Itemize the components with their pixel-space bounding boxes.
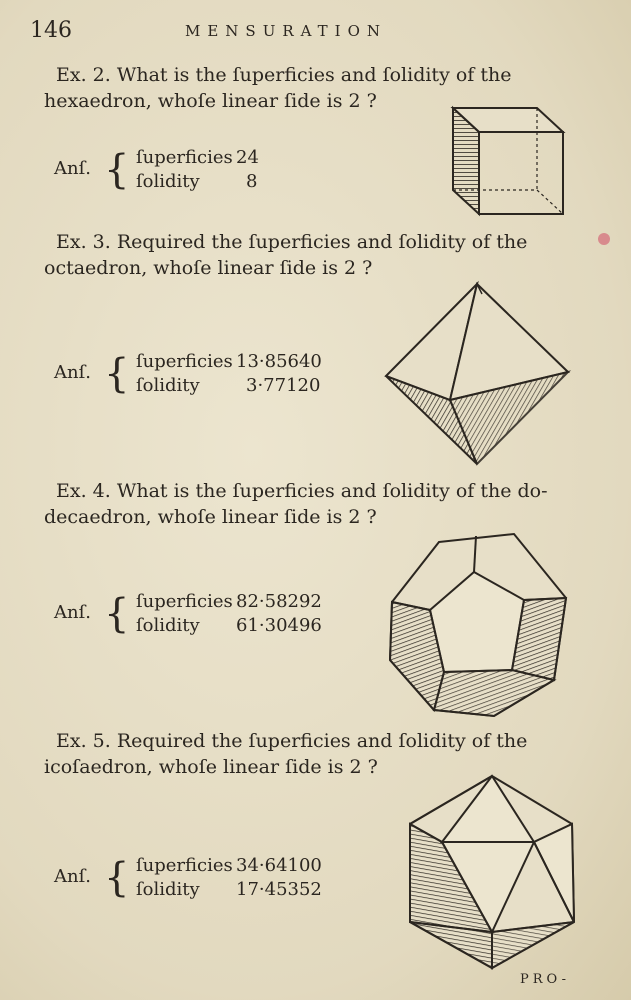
answer-key: ſolidity: [136, 615, 200, 636]
answer-label: Anſ.: [54, 362, 91, 383]
question-line: Ex. 3. Required the ſuperficies and ſolidity of the: [56, 231, 528, 253]
example-question: [44, 62, 512, 114]
question-line: Ex. 5. Required the ſuperficies and ſolidity of the: [56, 730, 528, 752]
running-title: MENSURATION: [185, 22, 388, 40]
answer-value: 34·64100: [236, 855, 322, 876]
stain-mark: [598, 233, 610, 245]
question-line: decaedron, whoſe linear ſide is 2 ?: [44, 506, 377, 528]
brace-icon: {: [104, 351, 130, 397]
octahedron-icon: [382, 280, 572, 470]
answer-row: [136, 854, 322, 878]
brace-icon: {: [104, 855, 130, 901]
answer-row: [136, 614, 322, 638]
answer-row: [136, 146, 259, 170]
brace-icon: {: [104, 147, 130, 193]
question-line: Ex. 4. What is the ſuperficies and ſolidity of the do-: [56, 480, 548, 502]
answer-value: 17·45352: [236, 879, 322, 900]
answer-value: 24: [236, 147, 259, 168]
question-line: octaedron, whoſe linear ſide is 2 ?: [44, 257, 373, 279]
icosahedron-icon: [406, 772, 578, 972]
hexahedron-icon: [445, 100, 570, 220]
answer-label: Anſ.: [54, 866, 91, 887]
answer-key: ſuperficies: [136, 351, 233, 372]
answer-key: ſuperficies: [136, 591, 233, 612]
answer-value: 8: [246, 171, 258, 192]
answer-row: [136, 350, 322, 374]
page-header: [0, 18, 631, 48]
answer-row: [136, 590, 322, 614]
question-line: Ex. 2. What is the ſuperficies and ſolidity of the: [56, 64, 512, 86]
answer-row: [136, 878, 322, 902]
answer-row: [136, 374, 322, 398]
answer-value: 13·85640: [236, 351, 322, 372]
answer-row: [136, 170, 259, 194]
catchword: PRO-: [520, 972, 571, 987]
answer-value: 3·77120: [246, 375, 321, 396]
answer-key: ſuperficies: [136, 855, 233, 876]
answer-key: ſuperficies: [136, 147, 233, 168]
question-line: hexaedron, whoſe linear ſide is 2 ?: [44, 90, 377, 112]
answer-key: ſolidity: [136, 375, 200, 396]
brace-icon: {: [104, 591, 130, 637]
dodecahedron-icon: [384, 530, 569, 720]
answer-label: Anſ.: [54, 602, 91, 623]
answer-key: ſolidity: [136, 171, 200, 192]
answer-label: Anſ.: [54, 158, 91, 179]
example-question: [44, 229, 528, 281]
question-line: icoſaedron, whoſe linear ſide is 2 ?: [44, 756, 378, 778]
answer-value: 82·58292: [236, 591, 322, 612]
page-number: 146: [30, 18, 72, 43]
answer-key: ſolidity: [136, 879, 200, 900]
example-question: [44, 478, 548, 530]
answer-value: 61·30496: [236, 615, 322, 636]
